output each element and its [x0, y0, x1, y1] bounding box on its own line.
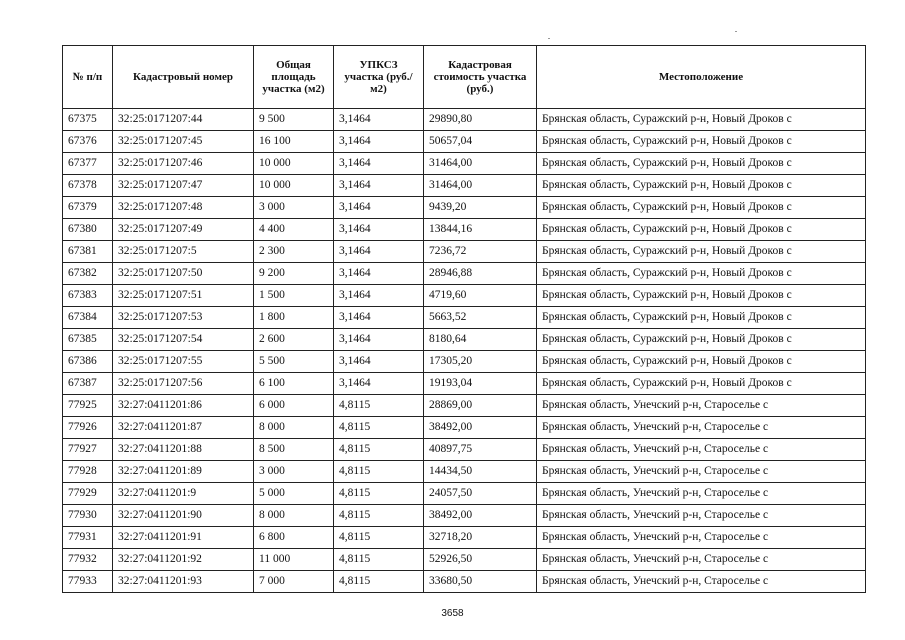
cell-number: 67381 [63, 241, 113, 263]
cell-location: Брянская область, Суражский р-н, Новый Дроков с [537, 197, 866, 219]
cell-location: Брянская область, Суражский р-н, Новый Дроков с [537, 307, 866, 329]
table-header-row [63, 46, 866, 109]
table-row [63, 285, 866, 307]
cell-upksz: 3,1464 [334, 175, 424, 197]
cell-location: Брянская область, Унечский р-н, Староселье с [537, 461, 866, 483]
header-cadastral-value: Кадастровая стоимость участка (руб.) [424, 46, 537, 109]
cell-area: 6 100 [254, 373, 334, 395]
table-row [63, 351, 866, 373]
cell-cadastral-number: 32:27:0411201:90 [113, 505, 254, 527]
cell-cadastral-number: 32:27:0411201:92 [113, 549, 254, 571]
cell-location: Брянская область, Унечский р-н, Староселье с [537, 571, 866, 593]
cell-area: 2 600 [254, 329, 334, 351]
cell-cadastral-value: 52926,50 [424, 549, 537, 571]
table-row [63, 153, 866, 175]
page-number: 3658 [441, 608, 464, 619]
table-row [63, 109, 866, 131]
scan-dot [548, 38, 550, 39]
cell-upksz: 4,8115 [334, 571, 424, 593]
cell-number: 77931 [63, 527, 113, 549]
cell-cadastral-value: 7236,72 [424, 241, 537, 263]
table-row [63, 395, 866, 417]
table-row [63, 329, 866, 351]
header-cadastral-number: Кадастровый номер [113, 46, 254, 109]
cell-location: Брянская область, Суражский р-н, Новый Дроков с [537, 329, 866, 351]
cell-cadastral-value: 9439,20 [424, 197, 537, 219]
cell-cadastral-number: 32:27:0411201:89 [113, 461, 254, 483]
cell-upksz: 3,1464 [334, 351, 424, 373]
table-row [63, 197, 866, 219]
cell-number: 77925 [63, 395, 113, 417]
cell-area: 7 000 [254, 571, 334, 593]
cell-area: 9 200 [254, 263, 334, 285]
cell-cadastral-value: 50657,04 [424, 131, 537, 153]
cell-area: 16 100 [254, 131, 334, 153]
cell-upksz: 3,1464 [334, 285, 424, 307]
cell-upksz: 3,1464 [334, 109, 424, 131]
cell-number: 67380 [63, 219, 113, 241]
header-number: № п/п [63, 46, 113, 109]
cell-number: 67379 [63, 197, 113, 219]
cell-number: 67375 [63, 109, 113, 131]
cell-cadastral-number: 32:25:0171207:50 [113, 263, 254, 285]
cell-location: Брянская область, Унечский р-н, Староселье с [537, 549, 866, 571]
cell-cadastral-value: 19193,04 [424, 373, 537, 395]
cell-upksz: 4,8115 [334, 439, 424, 461]
cell-cadastral-value: 40897,75 [424, 439, 537, 461]
cell-cadastral-number: 32:25:0171207:53 [113, 307, 254, 329]
table-row [63, 549, 866, 571]
cell-location: Брянская область, Унечский р-н, Староселье с [537, 483, 866, 505]
table-row [63, 571, 866, 593]
cell-area: 8 000 [254, 505, 334, 527]
cell-number: 77932 [63, 549, 113, 571]
cell-cadastral-number: 32:27:0411201:93 [113, 571, 254, 593]
cell-cadastral-number: 32:25:0171207:55 [113, 351, 254, 373]
cell-area: 5 500 [254, 351, 334, 373]
cell-upksz: 4,8115 [334, 417, 424, 439]
cell-area: 2 300 [254, 241, 334, 263]
table-row [63, 263, 866, 285]
header-upksz: УПКСЗ участка (руб./м2) [334, 46, 424, 109]
cell-upksz: 3,1464 [334, 263, 424, 285]
cell-number: 77928 [63, 461, 113, 483]
cell-area: 4 400 [254, 219, 334, 241]
cell-number: 77926 [63, 417, 113, 439]
cell-cadastral-number: 32:25:0171207:44 [113, 109, 254, 131]
cell-number: 67382 [63, 263, 113, 285]
cell-number: 67387 [63, 373, 113, 395]
cell-cadastral-number: 32:25:0171207:5 [113, 241, 254, 263]
table-row [63, 219, 866, 241]
cell-cadastral-number: 32:25:0171207:56 [113, 373, 254, 395]
cell-cadastral-number: 32:27:0411201:91 [113, 527, 254, 549]
cell-location: Брянская область, Суражский р-н, Новый Дроков с [537, 153, 866, 175]
cell-number: 67384 [63, 307, 113, 329]
table-row [63, 175, 866, 197]
table-row [63, 527, 866, 549]
table-row [63, 373, 866, 395]
cell-cadastral-value: 38492,00 [424, 417, 537, 439]
cell-cadastral-number: 32:25:0171207:45 [113, 131, 254, 153]
cell-cadastral-value: 4719,60 [424, 285, 537, 307]
cell-upksz: 3,1464 [334, 307, 424, 329]
cadastral-table [62, 45, 866, 593]
cell-number: 77929 [63, 483, 113, 505]
cell-upksz: 4,8115 [334, 505, 424, 527]
cell-number: 67377 [63, 153, 113, 175]
cell-cadastral-number: 32:27:0411201:9 [113, 483, 254, 505]
cell-cadastral-value: 14434,50 [424, 461, 537, 483]
table-row [63, 483, 866, 505]
cell-cadastral-value: 24057,50 [424, 483, 537, 505]
cell-area: 8 500 [254, 439, 334, 461]
table-row [63, 241, 866, 263]
cell-cadastral-number: 32:25:0171207:46 [113, 153, 254, 175]
cell-location: Брянская область, Суражский р-н, Новый Дроков с [537, 241, 866, 263]
cell-location: Брянская область, Унечский р-н, Староселье с [537, 417, 866, 439]
table-row [63, 439, 866, 461]
cell-area: 11 000 [254, 549, 334, 571]
cell-cadastral-value: 28946,88 [424, 263, 537, 285]
cell-cadastral-value: 31464,00 [424, 153, 537, 175]
cell-cadastral-number: 32:27:0411201:86 [113, 395, 254, 417]
cell-upksz: 3,1464 [334, 197, 424, 219]
cell-area: 1 800 [254, 307, 334, 329]
scan-dot [735, 31, 737, 32]
cell-area: 8 000 [254, 417, 334, 439]
header-location: Местоположение [537, 46, 866, 109]
cell-cadastral-number: 32:25:0171207:49 [113, 219, 254, 241]
cell-location: Брянская область, Суражский р-н, Новый Дроков с [537, 219, 866, 241]
cell-cadastral-number: 32:25:0171207:54 [113, 329, 254, 351]
cell-area: 6 000 [254, 395, 334, 417]
cell-number: 67386 [63, 351, 113, 373]
cell-location: Брянская область, Суражский р-н, Новый Дроков с [537, 285, 866, 307]
cell-location: Брянская область, Унечский р-н, Староселье с [537, 505, 866, 527]
table-row [63, 461, 866, 483]
cell-cadastral-value: 33680,50 [424, 571, 537, 593]
cell-cadastral-value: 17305,20 [424, 351, 537, 373]
cell-location: Брянская область, Суражский р-н, Новый Дроков с [537, 351, 866, 373]
cell-location: Брянская область, Унечский р-н, Староселье с [537, 395, 866, 417]
cell-cadastral-value: 38492,00 [424, 505, 537, 527]
cell-area: 10 000 [254, 153, 334, 175]
table-row [63, 505, 866, 527]
cell-upksz: 3,1464 [334, 241, 424, 263]
table-row [63, 417, 866, 439]
cell-number: 67385 [63, 329, 113, 351]
cell-location: Брянская область, Суражский р-н, Новый Дроков с [537, 131, 866, 153]
cell-area: 9 500 [254, 109, 334, 131]
cell-cadastral-value: 29890,80 [424, 109, 537, 131]
table-row [63, 307, 866, 329]
cell-upksz: 4,8115 [334, 395, 424, 417]
cell-upksz: 4,8115 [334, 461, 424, 483]
cell-area: 10 000 [254, 175, 334, 197]
cell-area: 5 000 [254, 483, 334, 505]
cell-upksz: 4,8115 [334, 527, 424, 549]
cell-number: 67376 [63, 131, 113, 153]
header-area: Общая площадь участка (м2) [254, 46, 334, 109]
cell-area: 1 500 [254, 285, 334, 307]
cell-cadastral-value: 8180,64 [424, 329, 537, 351]
cell-number: 67383 [63, 285, 113, 307]
cell-location: Брянская область, Унечский р-н, Староселье с [537, 439, 866, 461]
cell-cadastral-number: 32:27:0411201:87 [113, 417, 254, 439]
cell-upksz: 3,1464 [334, 373, 424, 395]
cell-upksz: 3,1464 [334, 131, 424, 153]
table-row [63, 131, 866, 153]
table-body [63, 109, 866, 593]
cell-number: 77927 [63, 439, 113, 461]
cell-cadastral-value: 32718,20 [424, 527, 537, 549]
cell-area: 3 000 [254, 461, 334, 483]
cell-area: 3 000 [254, 197, 334, 219]
cell-cadastral-number: 32:25:0171207:51 [113, 285, 254, 307]
cell-cadastral-number: 32:27:0411201:88 [113, 439, 254, 461]
cell-number: 77930 [63, 505, 113, 527]
cell-area: 6 800 [254, 527, 334, 549]
cell-cadastral-value: 13844,16 [424, 219, 537, 241]
cell-cadastral-value: 5663,52 [424, 307, 537, 329]
cell-number: 77933 [63, 571, 113, 593]
cell-upksz: 3,1464 [334, 153, 424, 175]
cell-cadastral-number: 32:25:0171207:48 [113, 197, 254, 219]
cell-location: Брянская область, Суражский р-н, Новый Дроков с [537, 373, 866, 395]
cell-upksz: 4,8115 [334, 483, 424, 505]
cell-location: Брянская область, Унечский р-н, Староселье с [537, 527, 866, 549]
cell-cadastral-number: 32:25:0171207:47 [113, 175, 254, 197]
cell-location: Брянская область, Суражский р-н, Новый Дроков с [537, 109, 866, 131]
cell-cadastral-value: 31464,00 [424, 175, 537, 197]
cell-upksz: 4,8115 [334, 549, 424, 571]
cell-location: Брянская область, Суражский р-н, Новый Дроков с [537, 175, 866, 197]
cell-number: 67378 [63, 175, 113, 197]
cell-location: Брянская область, Суражский р-н, Новый Дроков с [537, 263, 866, 285]
cell-cadastral-value: 28869,00 [424, 395, 537, 417]
cell-upksz: 3,1464 [334, 329, 424, 351]
cell-upksz: 3,1464 [334, 219, 424, 241]
